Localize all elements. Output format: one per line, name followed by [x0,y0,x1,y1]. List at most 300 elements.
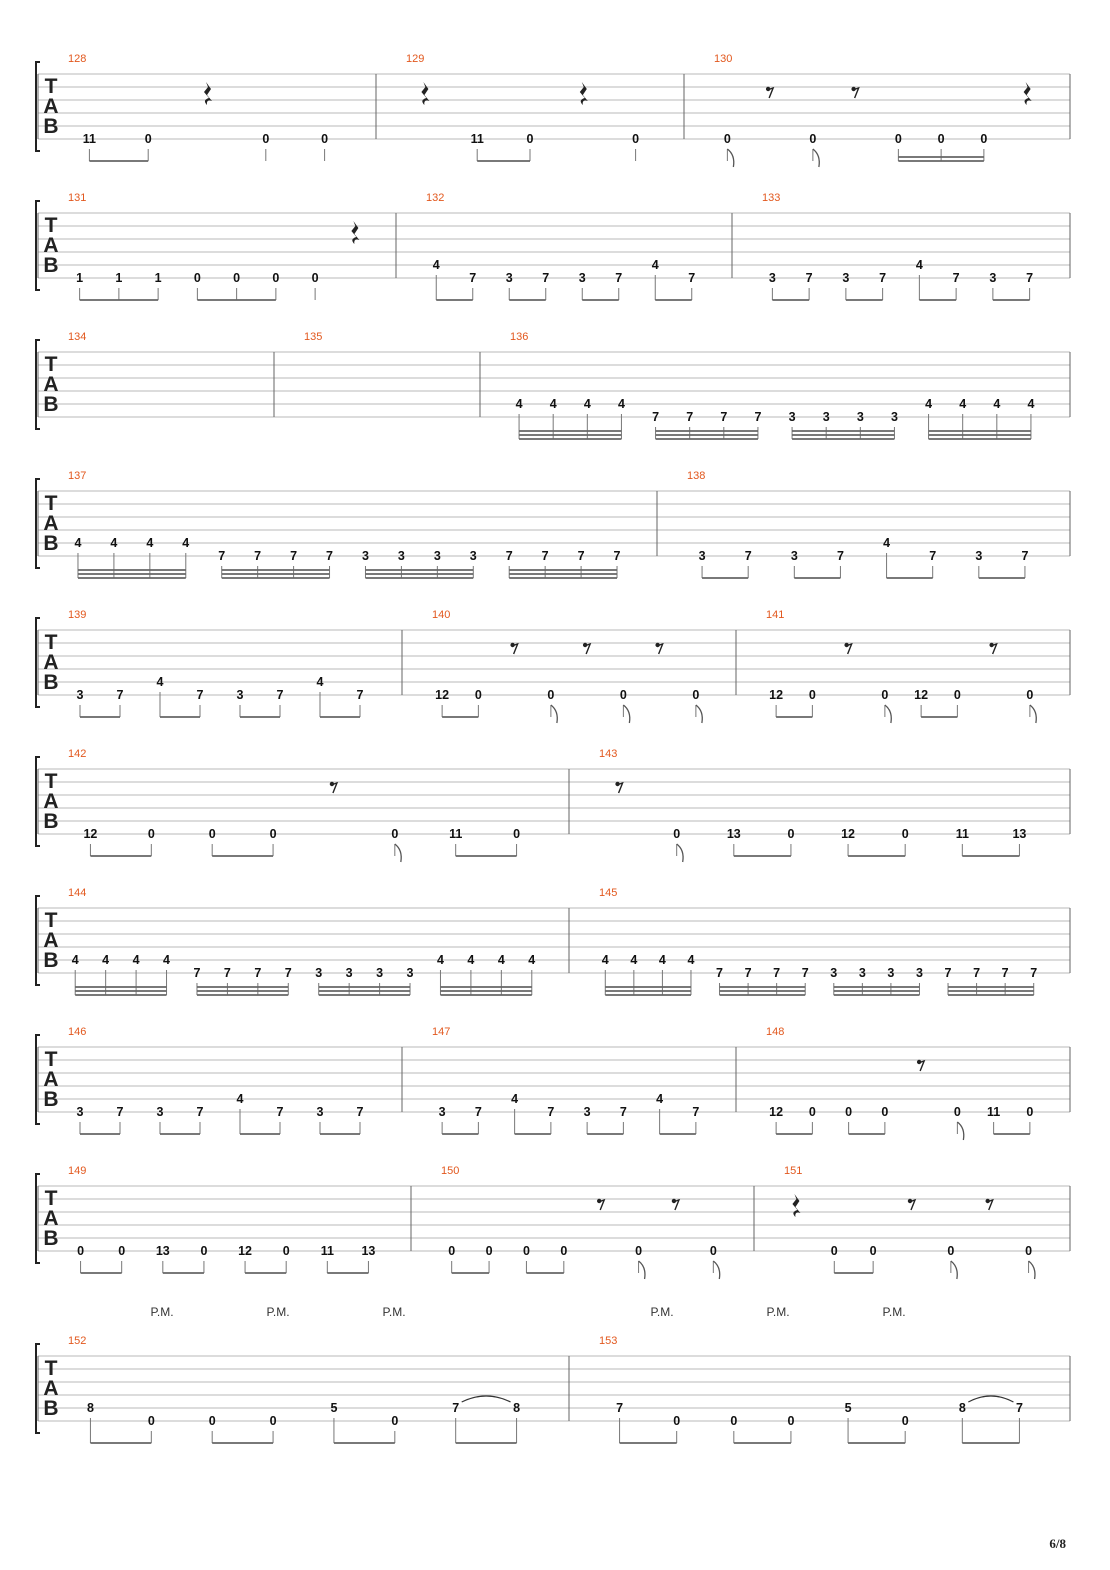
fret-number: 0 [147,827,155,841]
fret-number: 3 [790,549,798,563]
note-flag [885,705,891,723]
fret-number: 11 [470,132,484,146]
fret-number: 7 [326,549,334,563]
fret-number: 12 [435,688,450,702]
measure [432,1026,699,1134]
fret-number: 0 [1025,1244,1033,1258]
fret-number: 3 [768,271,776,285]
tab-system [36,609,1070,723]
fret-number: 13 [361,1244,376,1258]
fret-number: 12 [914,688,929,702]
tab-system [36,470,1070,578]
measure [432,609,702,723]
fret-number: 7 [1021,549,1029,563]
eighth-rest [583,643,590,654]
fret-number: 4 [883,536,891,550]
fret-number: 11 [987,1105,1001,1119]
fret-number: 3 [156,1105,164,1119]
fret-number: 7 [1030,966,1038,980]
fret-number: 3 [345,966,353,980]
fret-number: 4 [656,1092,664,1106]
fret-number: 0 [937,132,945,146]
fret-number: 0 [321,132,329,146]
tab-system [36,1305,1070,1443]
tab-clef-letter: T [44,631,58,654]
measure [599,1335,1023,1443]
fret-number: 7 [356,1105,364,1119]
tab-clef-letter: B [43,254,59,277]
measure [68,192,359,300]
fret-number: 3 [376,966,384,980]
fret-number: 0 [262,132,270,146]
fret-number: 0 [144,132,152,146]
fret-number: 3 [842,271,850,285]
fret-number: 1 [76,271,84,285]
measure [441,1165,720,1279]
fret-number: 3 [858,966,866,980]
fret-number: 0 [845,1105,853,1119]
measure-number: 149 [68,1165,87,1177]
fret-number: 12 [769,1105,784,1119]
fret-number: 7 [474,1105,482,1119]
fret-number: 7 [542,271,550,285]
fret-number: 7 [547,1105,555,1119]
fret-number: 12 [769,688,784,702]
measure-number: 129 [406,53,425,65]
fret-number: 4 [71,953,79,967]
fret-number: 0 [881,688,889,702]
measure-number: 143 [599,748,618,760]
eighth-rest [510,643,517,654]
fret-number: 7 [619,1105,627,1119]
fret-number: 11 [955,827,969,841]
fret-number: 3 [406,966,414,980]
note-flag [713,1261,719,1279]
note-flag [677,844,683,862]
fret-number: 7 [218,549,226,563]
fret-number: 3 [856,410,864,424]
fret-number: 4 [511,1092,519,1106]
fret-number: 0 [808,688,816,702]
fret-number: 7 [452,1401,460,1415]
fret-number: 7 [193,966,201,980]
fret-number: 3 [316,1105,324,1119]
fret-number: 4 [156,675,164,689]
fret-number: 0 [391,827,399,841]
fret-number: 0 [1026,688,1034,702]
tab-system [36,887,1070,995]
measure-number: 137 [68,470,87,482]
fret-number: 7 [276,688,284,702]
fret-number: 3 [915,966,923,980]
fret-number: 7 [356,688,364,702]
measure [599,748,1026,862]
fret-number: 7 [944,966,952,980]
fret-number: 3 [698,549,706,563]
tab-clef-letter: A [43,651,59,674]
fret-number: 5 [330,1401,338,1415]
fret-number: 7 [773,966,781,980]
measure [68,331,86,343]
measure [426,192,695,300]
measure-number: 136 [510,331,529,343]
fret-number: 0 [980,132,988,146]
fret-number: 11 [320,1244,334,1258]
measure [784,1165,1035,1279]
fret-number: 3 [505,271,513,285]
fret-number: 3 [315,966,323,980]
fret-number: 7 [616,1401,624,1415]
measure-number: 134 [68,331,87,343]
fret-number: 4 [630,953,638,967]
measure-number: 152 [68,1335,87,1347]
tab-clef-letter: A [43,1377,59,1400]
fret-number: 0 [193,271,201,285]
measure-number: 138 [687,470,706,482]
fret-number: 4 [74,536,82,550]
fret-number: 7 [223,966,231,980]
measure-number: 153 [599,1335,618,1347]
fret-number: 13 [1012,827,1027,841]
fret-number: 7 [952,271,960,285]
fret-number: 3 [822,410,830,424]
fret-number: 7 [692,1105,700,1119]
fret-number: 0 [709,1244,717,1258]
fret-number: 0 [208,827,216,841]
fret-number: 0 [692,688,700,702]
fret-number: 7 [754,410,762,424]
fret-number: 4 [132,953,140,967]
fret-number: 0 [901,827,909,841]
fret-number: 7 [284,966,292,980]
fret-number: 0 [233,271,241,285]
fret-number: 7 [196,688,204,702]
fret-number: 4 [432,258,440,272]
tab-clef-letter: B [43,810,59,833]
measure-number: 139 [68,609,87,621]
fret-number: 4 [497,953,505,967]
fret-number: 7 [879,271,887,285]
tab-system [36,192,1070,300]
palm-mute-annotation: P.M. [650,1305,674,1319]
fret-number: 0 [953,688,961,702]
measure [68,470,621,578]
tab-clef-letter: A [43,373,59,396]
fret-number: 4 [549,397,557,411]
tab-clef-letter: B [43,671,59,694]
fret-number: 4 [687,953,695,967]
measure-number: 145 [599,887,618,899]
measure [68,609,364,717]
fret-number: 7 [577,549,585,563]
measure [714,53,1032,167]
eighth-rest [655,643,662,654]
quarter-rest [1024,82,1032,105]
fret-number: 0 [635,1244,643,1258]
note-flag [813,149,819,167]
tab-system [36,53,1070,167]
fret-number: 0 [208,1414,216,1428]
tab-clef-letter: T [44,75,58,98]
fret-number: 0 [311,271,319,285]
measure [406,53,639,161]
measure-number: 140 [432,609,451,621]
tab-clef-letter: A [43,512,59,535]
fret-number: 0 [526,132,534,146]
measure-number: 133 [762,192,781,204]
fret-number: 4 [467,953,475,967]
fret-number: 12 [238,1244,253,1258]
note-flag [1030,705,1036,723]
eighth-rest [766,87,773,98]
fret-number: 7 [1001,966,1009,980]
fret-number: 7 [541,549,549,563]
measure-number: 130 [714,53,733,65]
fret-number: 0 [282,1244,290,1258]
fret-number: 0 [673,1414,681,1428]
tab-clef-letter: B [43,1397,59,1420]
measure [762,192,1033,300]
fret-number: 0 [723,132,731,146]
fret-number: 0 [1026,1105,1034,1119]
fret-number: 0 [272,271,280,285]
note-flag [951,1261,957,1279]
fret-number: 8 [958,1401,966,1415]
tab-clef-letter: T [44,1357,58,1380]
fret-number: 0 [619,688,627,702]
quarter-rest [351,221,359,244]
tab-system [36,331,1070,439]
fret-number: 11 [449,827,463,841]
fret-number: 7 [1026,271,1034,285]
measure [766,1026,1033,1140]
fret-number: 4 [515,397,523,411]
fret-number: 0 [147,1414,155,1428]
fret-number: 7 [615,271,623,285]
tab-clef-letter: T [44,909,58,932]
fret-number: 0 [77,1244,85,1258]
fret-number: 0 [787,827,795,841]
fret-number: 7 [1015,1401,1023,1415]
fret-number: 0 [894,132,902,146]
fret-number: 0 [485,1244,493,1258]
measure [68,1335,520,1443]
fret-number: 3 [830,966,838,980]
measure [68,1026,364,1134]
fret-number: 11 [82,132,97,146]
fret-number: 8 [86,1401,94,1415]
fret-number: 0 [881,1105,889,1119]
fret-number: 4 [925,397,933,411]
fret-number: 7 [836,549,844,563]
tab-clef-letter: A [43,1207,59,1230]
fret-number: 4 [601,953,609,967]
fret-number: 7 [116,688,124,702]
palm-mute-annotation: P.M. [382,1305,406,1319]
fret-number: 4 [583,397,591,411]
palm-mute-annotation: P.M. [882,1305,906,1319]
fret-number: 4 [658,953,666,967]
fret-number: 4 [436,953,444,967]
fret-number: 4 [316,675,324,689]
fret-number: 4 [1027,397,1035,411]
tab-system [36,1026,1070,1140]
fret-number: 7 [716,966,724,980]
measure [68,748,520,862]
fret-number: 0 [560,1244,568,1258]
eighth-rest [851,87,858,98]
tab-clef-letter: B [43,393,59,416]
quarter-rest [204,82,212,105]
tab-clef-letter: B [43,532,59,555]
fret-number: 0 [391,1414,399,1428]
measure [68,1165,375,1273]
fret-number: 7 [116,1105,124,1119]
eighth-rest [908,1199,915,1210]
palm-mute-annotation: P.M. [266,1305,290,1319]
note-flag [623,705,629,723]
fret-number: 7 [805,271,813,285]
note-flag [696,705,702,723]
tab-clef-letter: T [44,1187,58,1210]
fret-number: 3 [887,966,895,980]
fret-number: 3 [76,1105,84,1119]
fret-number: 3 [438,1105,446,1119]
tab-clef-letter: A [43,234,59,257]
tab-clef-letter: A [43,95,59,118]
fret-number: 0 [901,1414,909,1428]
fret-number: 1 [115,271,123,285]
fret-number: 4 [959,397,967,411]
fret-number: 4 [182,536,190,550]
measure [766,609,1036,723]
note-flag [957,1122,963,1140]
fret-number: 0 [632,132,640,146]
fret-number: 5 [844,1401,852,1415]
note-flag [727,149,733,167]
fret-number: 4 [110,536,118,550]
fret-number: 4 [102,953,110,967]
fret-number: 0 [513,827,521,841]
fret-number: 0 [269,1414,277,1428]
fret-number: 0 [673,827,681,841]
fret-number: 0 [474,688,482,702]
measure-number: 131 [68,192,87,204]
fret-number: 0 [830,1244,838,1258]
fret-number: 4 [993,397,1001,411]
fret-number: 3 [578,271,586,285]
fret-number: 7 [505,549,513,563]
fret-number: 0 [118,1244,126,1258]
fret-number: 0 [869,1244,877,1258]
fret-number: 4 [915,258,923,272]
fret-number: 0 [953,1105,961,1119]
palm-mute-annotation: P.M. [766,1305,790,1319]
fret-number: 0 [522,1244,530,1258]
measure-number: 150 [441,1165,460,1177]
palm-mute-annotation: P.M. [150,1305,174,1319]
fret-number: 3 [76,688,84,702]
fret-number: 4 [146,536,154,550]
fret-number: 7 [276,1105,284,1119]
measure [68,53,328,161]
tab-clef-letter: B [43,115,59,138]
fret-number: 0 [947,1244,955,1258]
fret-number: 7 [254,966,262,980]
measure-number: 148 [766,1026,785,1038]
fret-number: 3 [469,549,477,563]
tab-clef-letter: T [44,770,58,793]
tab-system [36,1165,1070,1279]
measure-number: 141 [766,609,785,621]
fret-number: 0 [730,1414,738,1428]
fret-number: 7 [801,966,809,980]
fret-number: 1 [154,271,162,285]
fret-number: 7 [196,1105,204,1119]
measure [599,887,1037,995]
tab-clef-letter: T [44,1048,58,1071]
measure-number: 135 [304,331,323,343]
quarter-rest [580,82,588,105]
fret-number: 0 [269,827,277,841]
eighth-rest [672,1199,679,1210]
measure-number: 151 [784,1165,803,1177]
tab-clef-letter: B [43,1227,59,1250]
fret-number: 7 [469,271,477,285]
eighth-rest [917,1060,924,1071]
fret-number: 3 [397,549,405,563]
fret-number: 0 [200,1244,208,1258]
tab-clef-letter: B [43,1088,59,1111]
fret-number: 0 [787,1414,795,1428]
measure [304,331,322,343]
fret-number: 12 [83,827,98,841]
fret-number: 7 [688,271,696,285]
fret-number: 4 [651,258,659,272]
tab-clef-letter: A [43,1068,59,1091]
note-flag [551,705,557,723]
tab-clef-letter: A [43,929,59,952]
fret-number: 3 [433,549,441,563]
measure-number: 146 [68,1026,87,1038]
quarter-rest [421,82,429,105]
fret-number: 3 [583,1105,591,1119]
fret-number: 7 [744,549,752,563]
measure-number: 132 [426,192,445,204]
fret-number: 0 [809,132,817,146]
fret-number: 3 [989,271,997,285]
fret-number: 7 [720,410,728,424]
fret-number: 8 [513,1401,521,1415]
fret-number: 7 [613,549,621,563]
fret-number: 12 [841,827,856,841]
fret-number: 4 [528,953,536,967]
tab-system [36,748,1070,862]
tie-arc [968,1396,1013,1402]
fret-number: 0 [448,1244,456,1258]
fret-number: 3 [361,549,369,563]
eighth-rest [597,1199,604,1210]
measure [687,470,1028,578]
note-flag [1029,1261,1035,1279]
eighth-rest [330,782,337,793]
measure [68,887,535,995]
fret-number: 7 [744,966,752,980]
measure-number: 142 [68,748,87,760]
tab-clef-letter: T [44,214,58,237]
fret-number: 3 [236,688,244,702]
fret-number: 7 [254,549,262,563]
